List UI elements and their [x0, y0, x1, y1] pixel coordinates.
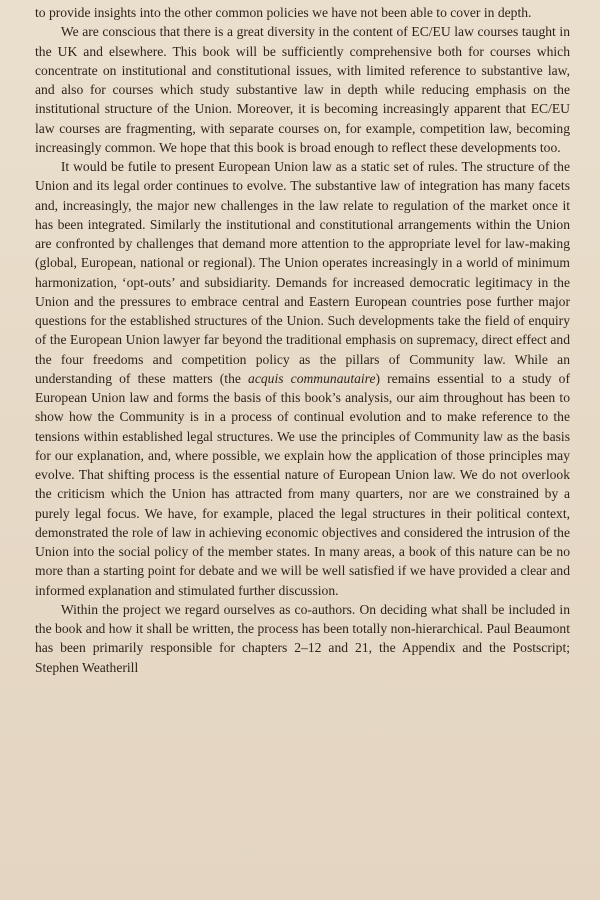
paragraph-4 — [35, 600, 570, 677]
paragraph-1 — [35, 3, 570, 22]
page-text-body — [35, 3, 570, 677]
paragraph-1-text: to provide insights into the other common policies we have not been able to cover in depth. — [35, 5, 532, 20]
paragraph-4-text: Within the project we regard ourselves as co-authors. On deciding what shall be included in the book and how it shall be written, the process has been totally non-hierarchical. Paul Beaumont has been primarily responsible for chapters 2–12 and 21, the Appendix and the Postscript; Stephen Weatherill — [35, 601, 570, 675]
paragraph-3-text-part-1: It would be futile to present European Union law as a static set of rules. The structure of the Union and its legal order continues to evolve. The substantive law of integration has many facets and, increasingly, the major new challenges in the law relate to regulation of the market once it has been integrated. Similarly the institutional and constitutional arrangements within the Union are confronted by challenges that demand more attention to the appropriate level for law-making (global, European, national or regional). The Union operates increasingly in a world of minimum harmonization, ‘opt-outs’ and subsidiarity. Demands for increased democratic legitimacy in the Union and the pressures to embrace central and Eastern European countries pose further major questions for the established structures of the Union. Such developments take the field of enquiry of the European Union lawyer far beyond the traditional emphasis on supremacy, direct effect and the four freedoms and competition policy as the pillars of Community law. While an understanding of these matters (the — [35, 159, 570, 386]
paragraph-2-text: We are conscious that there is a great diversity in the content of EC/EU law courses taught in the UK and elsewhere. This book will be sufficiently comprehensive both for courses which concentrate on institutional and constitutional issues, with limited reference to substantive law, and also for courses which study substantive law in depth while reducing emphasis on the institutional structure of the Union. Moreover, it is becoming increasingly apparent that EC/EU law courses are fragmenting, with separate courses on, for example, competition law, becoming increasingly common. We hope that this book is broad enough to reflect these developments too. — [35, 24, 570, 155]
paragraph-3 — [35, 157, 570, 600]
paragraph-3-text-part-2: ) remains essential to a study of European Union law and forms the basis of this book’s analysis, our aim throughout has been to show how the Community is in a process of continual evolution and to make reference to the tensions within established legal structures. We use the principles of Community law as the basis for our explanation, and, where possible, we explain how the application of those principles may evolve. That shifting process is the essential nature of European Union law. We do not overlook the criticism which the Union has attracted from many quarters, nor are we constrained by a purely legal focus. We have, for example, placed the legal structures in their political context, demonstrated the role of law in achieving economic objectives and considered the intrusion of the Union into the social policy of the member states. In many areas, a book of this nature can be no more than a starting point for debate and we will be well satisfied if we have provided a clear and informed explanation and stimulated further discussion. — [35, 370, 570, 598]
acquis-communautaire-italic: acquis communautaire — [248, 370, 376, 386]
paragraph-2 — [35, 22, 570, 157]
